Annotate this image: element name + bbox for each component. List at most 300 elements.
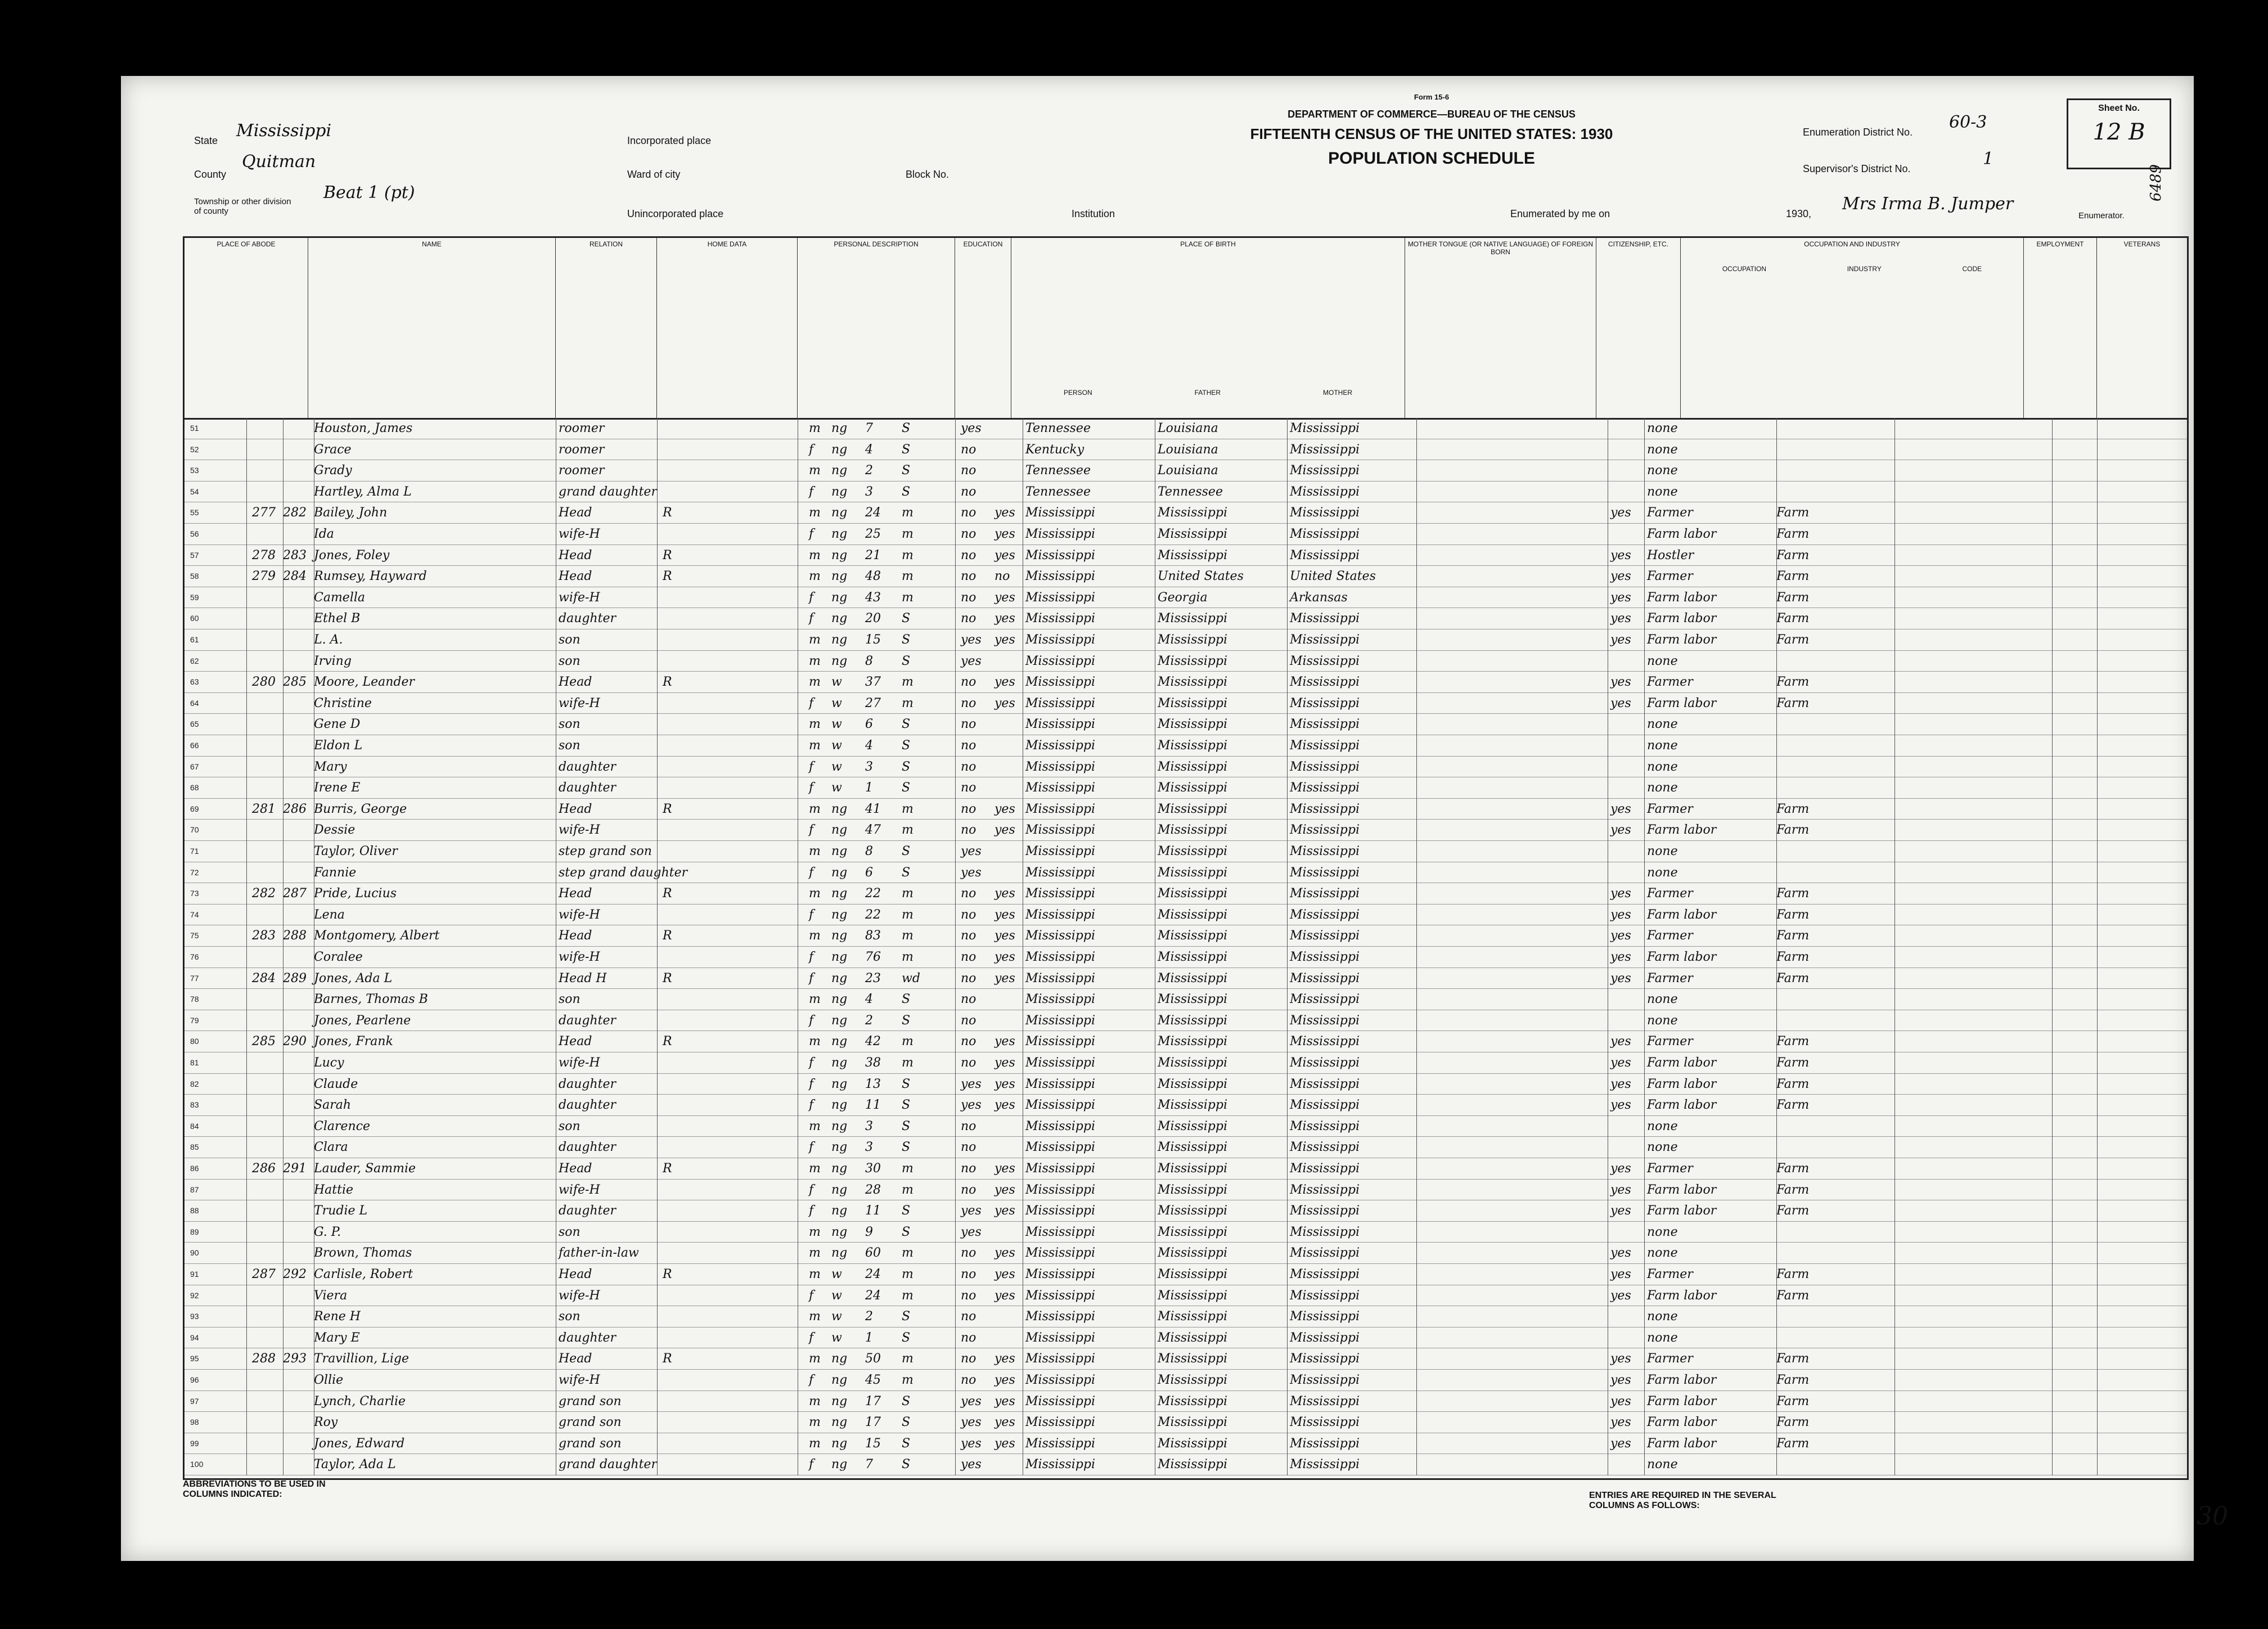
cell-family (283, 1052, 314, 1073)
cell-marital: m (902, 569, 914, 584)
cell-birth: Mississippi (1025, 950, 1095, 964)
cell-father: Mississippi (1158, 950, 1227, 964)
cell-line: 85 (190, 1142, 199, 1152)
table-row (184, 672, 2187, 693)
cell-marital: S (902, 1013, 911, 1028)
cell-employed: yes (1610, 1204, 1631, 1218)
cell-race: ng (831, 590, 848, 605)
cell-dwelling (252, 1200, 283, 1221)
colgroup-occupation-title: OCCUPATION AND INDUSTRY (1804, 240, 1900, 248)
cell-mother: Mississippi (1290, 1119, 1360, 1133)
cell-age: 21 (865, 548, 881, 562)
cell-relation: wife-H (559, 1288, 600, 1303)
cell-race: ng (831, 1436, 848, 1451)
cell-school: yes (961, 1225, 982, 1239)
cell-birth: Mississippi (1025, 1373, 1095, 1387)
cell-industry (1776, 989, 1889, 1010)
cell-age: 2 (865, 464, 873, 478)
cell-birth: Tennessee (1025, 421, 1091, 435)
cell-mother: Mississippi (1290, 548, 1360, 562)
cell-employed (1610, 989, 1644, 1010)
footer (183, 1479, 2228, 1552)
cell-marital: m (902, 1288, 914, 1303)
cell-employed: yes (1610, 569, 1631, 584)
cell-father: Mississippi (1158, 971, 1227, 986)
cell-line: 67 (190, 762, 199, 771)
cell-dwelling: 284 (252, 971, 276, 986)
cell-tenure (663, 1433, 685, 1454)
cell-father: Mississippi (1158, 929, 1227, 943)
cell-line: 75 (190, 931, 199, 940)
cell-sex: f (809, 823, 814, 838)
cell-school: no (961, 1119, 976, 1133)
cell-read: yes (994, 1267, 1015, 1281)
cell-relation: son (559, 717, 580, 732)
cell-employed (1610, 735, 1644, 756)
column-rule (1894, 418, 1895, 1475)
cell-occupation: none (1647, 1330, 1678, 1345)
cell-school: no (961, 717, 976, 732)
cell-industry: Farm (1776, 1373, 1810, 1387)
cell-dwelling (252, 608, 283, 629)
cell-school: no (961, 527, 976, 541)
cell-name: Brown, Thomas (314, 1246, 412, 1261)
cell-birth: Mississippi (1025, 1162, 1095, 1176)
cell-race: ng (831, 1162, 848, 1176)
cell-tenure: R (663, 1352, 672, 1366)
cell-family (283, 757, 314, 777)
cell-read: yes (994, 590, 1015, 605)
cell-marital: m (902, 548, 914, 562)
cell-age: 6 (865, 717, 873, 732)
cell-sex: f (809, 442, 814, 457)
cell-read (994, 651, 1028, 672)
cell-birth: Mississippi (1025, 590, 1095, 605)
cell-employed (1610, 651, 1644, 672)
cell-line: 76 (190, 952, 199, 961)
cell-marital: m (902, 950, 914, 964)
cell-marital: m (902, 886, 914, 901)
cell-name: Clarence (314, 1119, 371, 1133)
cell-read (994, 777, 1028, 798)
cell-mother: Mississippi (1290, 421, 1360, 435)
colgroup-occupation (1681, 238, 2024, 418)
cell-industry: Farm (1776, 1077, 1810, 1091)
cell-marital: S (902, 1310, 911, 1324)
cell-marital: S (902, 844, 911, 858)
cell-dwelling (252, 693, 283, 714)
table-row (184, 1052, 2187, 1074)
county-label: County (194, 169, 227, 180)
cell-employed (1610, 1328, 1644, 1348)
cell-dwelling (252, 1328, 283, 1348)
cell-industry: Farm (1776, 611, 1810, 626)
cell-occupation: none (1647, 442, 1678, 457)
cell-line: 61 (190, 635, 199, 644)
cell-read: yes (994, 1034, 1015, 1049)
cell-occupation: Farm labor (1647, 527, 1717, 541)
ward-label: Ward of city (627, 169, 681, 180)
cell-industry: Farm (1776, 907, 1810, 922)
cell-family: 291 (283, 1162, 307, 1176)
cell-age: 3 (865, 1140, 873, 1155)
table-row (184, 925, 2187, 947)
cell-race: ng (831, 1077, 848, 1091)
cell-school: no (961, 1288, 976, 1303)
cell-school: no (961, 1373, 976, 1387)
cell-industry: Farm (1776, 696, 1810, 710)
cell-family (283, 482, 314, 502)
cell-sex: f (809, 1140, 814, 1155)
cell-marital: S (902, 484, 911, 499)
enumerated-year: 1930, (1786, 208, 1812, 219)
cell-name: Rene H (314, 1310, 361, 1324)
cell-age: 24 (865, 1288, 881, 1303)
cell-line: 99 (190, 1438, 199, 1448)
cell-birth: Mississippi (1025, 696, 1095, 710)
cell-line: 96 (190, 1375, 199, 1384)
cell-line: 58 (190, 572, 199, 581)
cell-industry: Farm (1776, 1204, 1810, 1218)
cell-race: w (831, 675, 842, 690)
cell-dwelling (252, 1370, 283, 1390)
enum-district-label: Enumeration District No. (1803, 127, 1913, 138)
cell-birth: Kentucky (1025, 442, 1084, 457)
cell-name: Gene D (314, 717, 361, 732)
column-rule (283, 418, 284, 1475)
table-row (184, 862, 2187, 884)
cell-marital: wd (902, 971, 920, 986)
cell-tenure (663, 1454, 685, 1475)
cell-tenure (663, 651, 685, 672)
cell-tenure (663, 1328, 685, 1348)
cell-father: Mississippi (1158, 654, 1227, 668)
cell-birth: Mississippi (1025, 1352, 1095, 1366)
cell-line: 56 (190, 529, 199, 538)
cell-name: Hartley, Alma L (314, 484, 412, 499)
cell-marital: m (902, 1267, 914, 1281)
cell-employed: yes (1610, 1056, 1631, 1070)
cell-dwelling (252, 1074, 283, 1095)
table-row (184, 1031, 2187, 1052)
cell-age: 23 (865, 971, 881, 986)
cell-father: Mississippi (1158, 1225, 1227, 1239)
cell-employed: yes (1610, 696, 1631, 710)
cell-relation: son (559, 1225, 580, 1239)
cell-birth: Mississippi (1025, 929, 1095, 943)
cell-relation: wife-H (559, 590, 600, 605)
cell-employed: yes (1610, 802, 1631, 816)
cell-age: 3 (865, 1119, 873, 1133)
cell-industry: Farm (1776, 1394, 1810, 1408)
cell-family (283, 1285, 314, 1306)
cell-sex: m (809, 739, 821, 753)
cell-mother: Mississippi (1290, 527, 1360, 541)
cell-occupation: none (1647, 484, 1678, 499)
cell-age: 7 (865, 1457, 873, 1472)
cell-age: 45 (865, 1373, 881, 1387)
cell-father: Mississippi (1158, 1182, 1227, 1197)
cell-tenure (663, 524, 685, 544)
cell-occupation: Farm labor (1647, 1204, 1717, 1218)
cell-read: yes (994, 675, 1015, 690)
cell-occupation: Farm labor (1647, 590, 1717, 605)
table-row (184, 1095, 2187, 1116)
census-rows (184, 418, 2187, 1475)
cell-tenure (663, 1285, 685, 1306)
cell-name: Jones, Foley (314, 548, 390, 562)
cell-industry (1776, 757, 1889, 777)
cell-father: Mississippi (1158, 823, 1227, 838)
cell-tenure: R (663, 802, 672, 816)
cell-marital: m (902, 802, 914, 816)
cell-father: Mississippi (1158, 611, 1227, 626)
cell-marital: S (902, 1436, 911, 1451)
cell-tenure: R (663, 675, 672, 690)
cell-race: ng (831, 886, 848, 901)
cell-employed (1610, 777, 1644, 798)
cell-read: no (994, 569, 1010, 584)
cell-tenure (663, 947, 685, 968)
state-value: Mississippi (236, 121, 332, 141)
cell-marital: S (902, 781, 911, 795)
cell-occupation: Farm labor (1647, 1098, 1717, 1113)
table-row (184, 1454, 2187, 1475)
cell-family (283, 1010, 314, 1031)
colgroup-relation: RELATION (556, 238, 657, 418)
cell-relation: Head (559, 886, 592, 901)
cell-school: no (961, 1034, 976, 1049)
cell-race: ng (831, 1415, 848, 1430)
cell-relation: son (559, 992, 580, 1007)
cell-line: 57 (190, 550, 199, 560)
cell-family (283, 862, 314, 883)
cell-mother: Mississippi (1290, 717, 1360, 732)
cell-age: 8 (865, 654, 873, 668)
cell-marital: m (902, 590, 914, 605)
cell-mother: Mississippi (1290, 739, 1360, 753)
cell-school: yes (961, 865, 982, 880)
cell-age: 22 (865, 907, 881, 922)
table-row (184, 777, 2187, 799)
cell-mother: Mississippi (1290, 696, 1360, 710)
cell-sex: f (809, 1373, 814, 1387)
cell-dwelling (252, 629, 283, 650)
cell-industry: Farm (1776, 1034, 1810, 1049)
cell-birth: Mississippi (1025, 611, 1095, 626)
cell-race: ng (831, 1098, 848, 1113)
cell-school: yes (961, 1204, 982, 1218)
column-rule (2097, 418, 2098, 1475)
cell-race: ng (831, 611, 848, 626)
cell-sex: f (809, 1457, 814, 1472)
cell-school: no (961, 781, 976, 795)
cell-line: 86 (190, 1164, 199, 1173)
cell-family: 282 (283, 506, 307, 520)
cell-read (994, 714, 1028, 735)
cell-relation: son (559, 654, 580, 668)
cell-dwelling: 286 (252, 1162, 276, 1176)
cell-tenure (663, 904, 685, 925)
census-table (183, 236, 2189, 1480)
cell-name: Sarah (314, 1098, 351, 1113)
code-head: CODE (1962, 265, 1982, 273)
cell-sex: f (809, 907, 814, 922)
cell-employed: yes (1610, 950, 1631, 964)
cell-birth: Mississippi (1025, 506, 1095, 520)
cell-name: Jones, Ada L (314, 971, 393, 986)
cell-marital: m (902, 1373, 914, 1387)
cell-dwelling: 285 (252, 1034, 276, 1049)
cell-relation: Head (559, 675, 592, 690)
cell-occupation: Farm labor (1647, 823, 1717, 838)
cell-relation: grand son (559, 1436, 622, 1451)
stamp-number: 6489 (2148, 164, 2165, 202)
cell-sex: f (809, 590, 814, 605)
cell-line: 89 (190, 1227, 199, 1236)
cell-industry (1776, 714, 1889, 735)
cell-name: Montgomery, Albert (314, 929, 440, 943)
cell-line: 94 (190, 1333, 199, 1342)
cell-school: no (961, 1246, 976, 1261)
cell-marital: m (902, 1162, 914, 1176)
cell-father: Mississippi (1158, 1246, 1227, 1261)
cell-family (283, 820, 314, 840)
cell-marital: S (902, 442, 911, 457)
cell-father: Mississippi (1158, 781, 1227, 795)
cell-marital: S (902, 717, 911, 732)
cell-sex: f (809, 1098, 814, 1113)
cell-marital: S (902, 992, 911, 1007)
cell-mother: Mississippi (1290, 1034, 1360, 1049)
cell-read (994, 989, 1028, 1010)
institution-label: Institution (1072, 208, 1115, 219)
cell-industry: Farm (1776, 802, 1810, 816)
cell-father: Louisiana (1158, 464, 1218, 478)
cell-occupation: none (1647, 1457, 1678, 1472)
cell-father: Mississippi (1158, 1394, 1227, 1408)
cell-dwelling (252, 587, 283, 608)
cell-father: Mississippi (1158, 759, 1227, 774)
cell-tenure (663, 820, 685, 840)
cell-race: w (831, 1267, 842, 1281)
cell-relation: roomer (559, 442, 605, 457)
cell-race: w (831, 759, 842, 774)
cell-relation: daughter (559, 1204, 616, 1218)
cell-industry (1776, 1306, 1889, 1327)
cell-family (283, 989, 314, 1010)
cell-mother: Mississippi (1290, 1056, 1360, 1070)
table-row (184, 1158, 2187, 1180)
cell-race: ng (831, 950, 848, 964)
cell-age: 22 (865, 886, 881, 901)
cell-name: Barnes, Thomas B (314, 992, 428, 1007)
cell-age: 47 (865, 823, 881, 838)
cell-dwelling (252, 757, 283, 777)
cell-industry: Farm (1776, 929, 1810, 943)
table-row (184, 947, 2187, 968)
cell-age: 4 (865, 739, 873, 753)
cell-relation: wife-H (559, 1373, 600, 1387)
cell-read (994, 735, 1028, 756)
cell-read (994, 460, 1028, 481)
table-row (184, 1391, 2187, 1412)
cell-employed (1610, 1306, 1644, 1327)
cell-birth: Mississippi (1025, 675, 1095, 690)
cell-name: Jones, Pearlene (314, 1013, 411, 1028)
cell-employed (1610, 1010, 1644, 1031)
cell-dwelling (252, 482, 283, 502)
cell-father: Tennessee (1158, 484, 1223, 499)
cell-occupation: Farmer (1647, 506, 1693, 520)
cell-birth: Mississippi (1025, 1330, 1095, 1345)
cell-school: no (961, 759, 976, 774)
cell-line: 78 (190, 994, 199, 1004)
cell-sex: m (809, 675, 821, 690)
cell-relation: son (559, 1119, 580, 1133)
cell-mother: Mississippi (1290, 1204, 1360, 1218)
cell-name: Eldon L (314, 739, 363, 753)
cell-read (994, 439, 1028, 460)
cell-marital: S (902, 654, 911, 668)
colgroup-employment: EMPLOYMENT (2024, 238, 2097, 418)
cell-age: 2 (865, 1310, 873, 1324)
cell-relation: wife-H (559, 1056, 600, 1070)
cell-dwelling (252, 1222, 283, 1243)
cell-age: 50 (865, 1352, 881, 1366)
cell-employed: yes (1610, 1182, 1631, 1197)
cell-mother: Mississippi (1290, 506, 1360, 520)
table-row (184, 1348, 2187, 1370)
cell-line: 70 (190, 825, 199, 835)
cell-mother: United States (1290, 569, 1376, 584)
table-row (184, 524, 2187, 545)
cell-sex: m (809, 633, 821, 647)
cell-father: Mississippi (1158, 992, 1227, 1007)
cell-read (994, 1137, 1028, 1158)
cell-family (283, 735, 314, 756)
cell-marital: m (902, 1182, 914, 1197)
cell-marital: S (902, 1077, 911, 1091)
cell-marital: m (902, 675, 914, 690)
cell-read: yes (994, 1352, 1015, 1366)
cell-industry: Farm (1776, 971, 1810, 986)
cell-race: ng (831, 1204, 848, 1218)
cell-mother: Mississippi (1290, 611, 1360, 626)
cell-school: no (961, 802, 976, 816)
cell-mother: Mississippi (1290, 1077, 1360, 1091)
colgroup-birth-title: PLACE OF BIRTH (1180, 240, 1236, 248)
cell-mother: Mississippi (1290, 1182, 1360, 1197)
cell-school: no (961, 886, 976, 901)
cell-relation: Head (559, 569, 592, 584)
cell-occupation: Farmer (1647, 1034, 1693, 1049)
cell-mother: Mississippi (1290, 1098, 1360, 1113)
cell-tenure (663, 608, 685, 629)
cell-birth: Mississippi (1025, 1056, 1095, 1070)
cell-industry: Farm (1776, 1098, 1810, 1113)
cell-age: 2 (865, 1013, 873, 1028)
cell-occupation: none (1647, 1013, 1678, 1028)
cell-birth: Mississippi (1025, 548, 1095, 562)
cell-line: 59 (190, 592, 199, 602)
cell-tenure: R (663, 569, 672, 584)
cell-school: yes (961, 1436, 982, 1451)
cell-employed: yes (1610, 1352, 1631, 1366)
cell-name: Taylor, Ada L (314, 1457, 396, 1472)
cell-relation: daughter (559, 1330, 616, 1345)
cell-employed (1610, 1116, 1644, 1137)
